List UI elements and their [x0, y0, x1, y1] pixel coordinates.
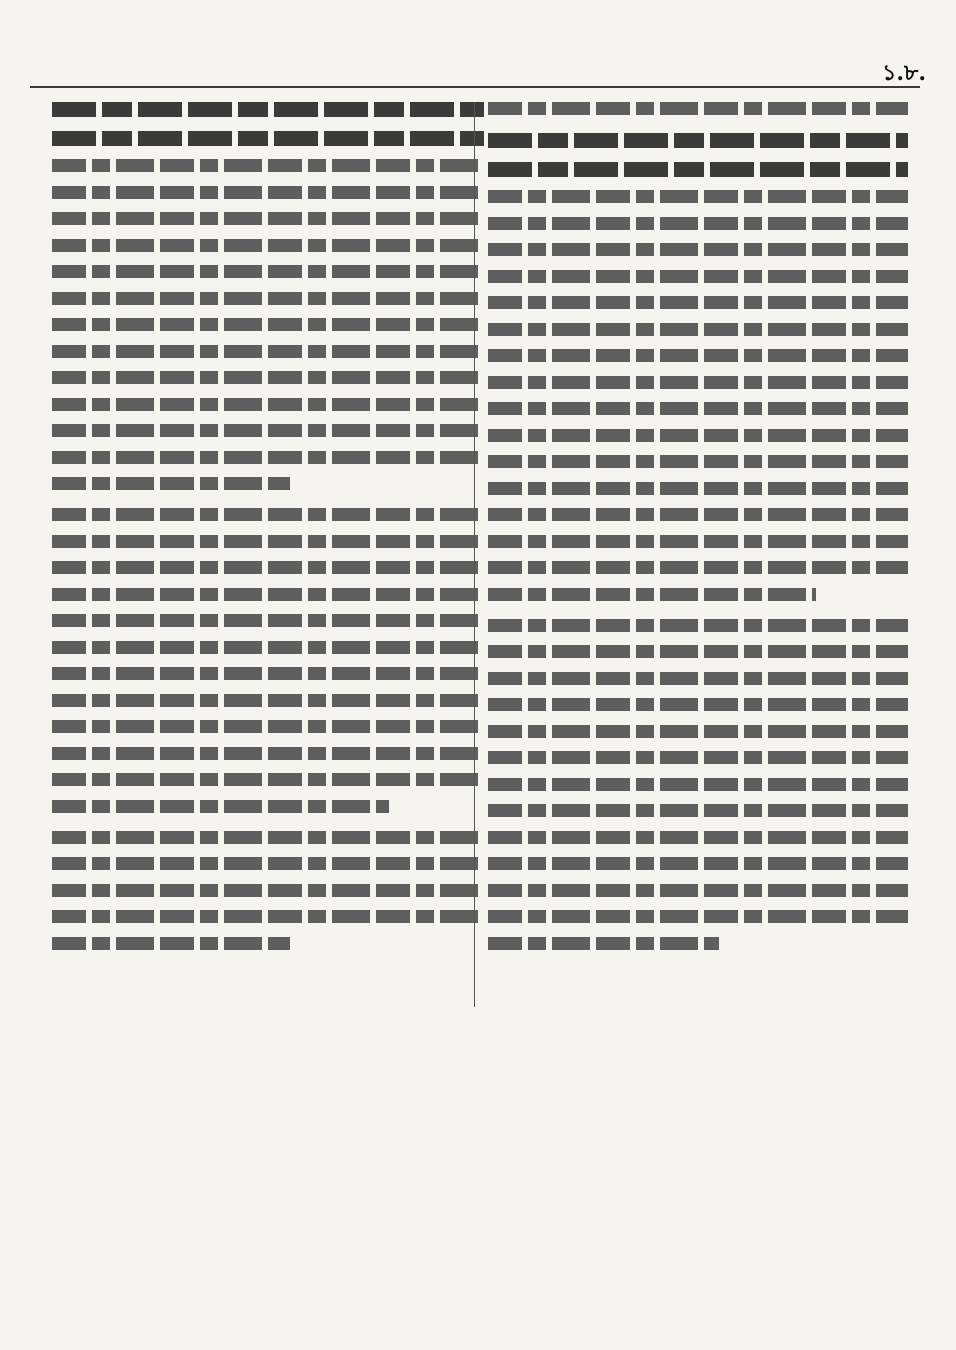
paragraph: [488, 619, 908, 950]
paragraph: [488, 102, 908, 115]
text-line-placeholder: [488, 133, 908, 148]
right-column: [488, 102, 908, 968]
paragraph: [52, 508, 484, 813]
text-line-placeholder: [488, 455, 908, 468]
text-line-placeholder: [52, 318, 484, 331]
text-line-placeholder: [52, 186, 484, 199]
text-line-placeholder: [52, 212, 484, 225]
page-header: [30, 50, 926, 90]
text-line-placeholder: [488, 831, 908, 844]
text-line-placeholder: [488, 429, 908, 442]
text-line-placeholder: [488, 778, 908, 791]
text-line-placeholder: [488, 482, 908, 495]
text-line-placeholder: [488, 190, 908, 203]
text-line-placeholder: [52, 159, 484, 172]
text-line-placeholder: [488, 243, 908, 256]
text-line-placeholder: [52, 831, 484, 844]
header-rule: [30, 86, 920, 88]
text-line-placeholder: [52, 102, 484, 117]
text-line-placeholder: [52, 884, 484, 897]
text-line-placeholder: [52, 614, 484, 627]
text-line-placeholder: [52, 857, 484, 870]
text-line-placeholder: [488, 376, 908, 389]
text-line-placeholder: [488, 323, 908, 336]
text-line-placeholder: [488, 619, 908, 632]
text-line-placeholder: [488, 672, 908, 685]
text-line-placeholder: [52, 239, 484, 252]
text-line-placeholder: [52, 451, 484, 464]
text-line-placeholder: [52, 773, 484, 786]
text-line-placeholder: [52, 131, 484, 146]
text-line-placeholder: [488, 910, 908, 923]
text-line-placeholder: [52, 292, 484, 305]
text-line-placeholder: [52, 720, 484, 733]
text-line-placeholder: [488, 698, 908, 711]
text-line-placeholder: [488, 588, 816, 601]
text-line-placeholder: [488, 937, 719, 950]
text-line-placeholder: [52, 508, 484, 521]
text-line-placeholder: [52, 345, 484, 358]
paragraph: [488, 133, 908, 601]
text-line-placeholder: [488, 217, 908, 230]
text-line-placeholder: [488, 402, 908, 415]
text-line-placeholder: [52, 398, 484, 411]
text-line-placeholder: [52, 937, 290, 950]
text-line-placeholder: [52, 561, 484, 574]
text-line-placeholder: [52, 667, 484, 680]
text-line-placeholder: [52, 800, 389, 813]
text-line-placeholder: [52, 910, 484, 923]
text-line-placeholder: [488, 804, 908, 817]
page-number-right: ১.৮.: [882, 60, 926, 86]
text-line-placeholder: [488, 857, 908, 870]
text-line-placeholder: [488, 162, 908, 177]
text-line-placeholder: [488, 561, 908, 574]
text-line-placeholder: [52, 641, 484, 654]
text-line-placeholder: [488, 508, 908, 521]
text-line-placeholder: [488, 535, 908, 548]
paragraph: [52, 831, 484, 950]
text-line-placeholder: [488, 645, 908, 658]
text-line-placeholder: [488, 349, 908, 362]
text-line-placeholder: [488, 102, 908, 115]
text-line-placeholder: [52, 694, 484, 707]
text-line-placeholder: [52, 747, 484, 760]
text-line-placeholder: [488, 751, 908, 764]
text-line-placeholder: [488, 884, 908, 897]
left-column: [52, 102, 484, 968]
text-line-placeholder: [52, 424, 484, 437]
text-line-placeholder: [52, 265, 484, 278]
text-line-placeholder: [488, 270, 908, 283]
text-line-placeholder: [52, 535, 484, 548]
paragraph: [52, 102, 484, 490]
text-line-placeholder: [52, 477, 290, 490]
text-line-placeholder: [488, 725, 908, 738]
text-line-placeholder: [52, 588, 484, 601]
text-line-placeholder: [488, 296, 908, 309]
column-divider: [474, 102, 475, 1007]
text-line-placeholder: [52, 371, 484, 384]
